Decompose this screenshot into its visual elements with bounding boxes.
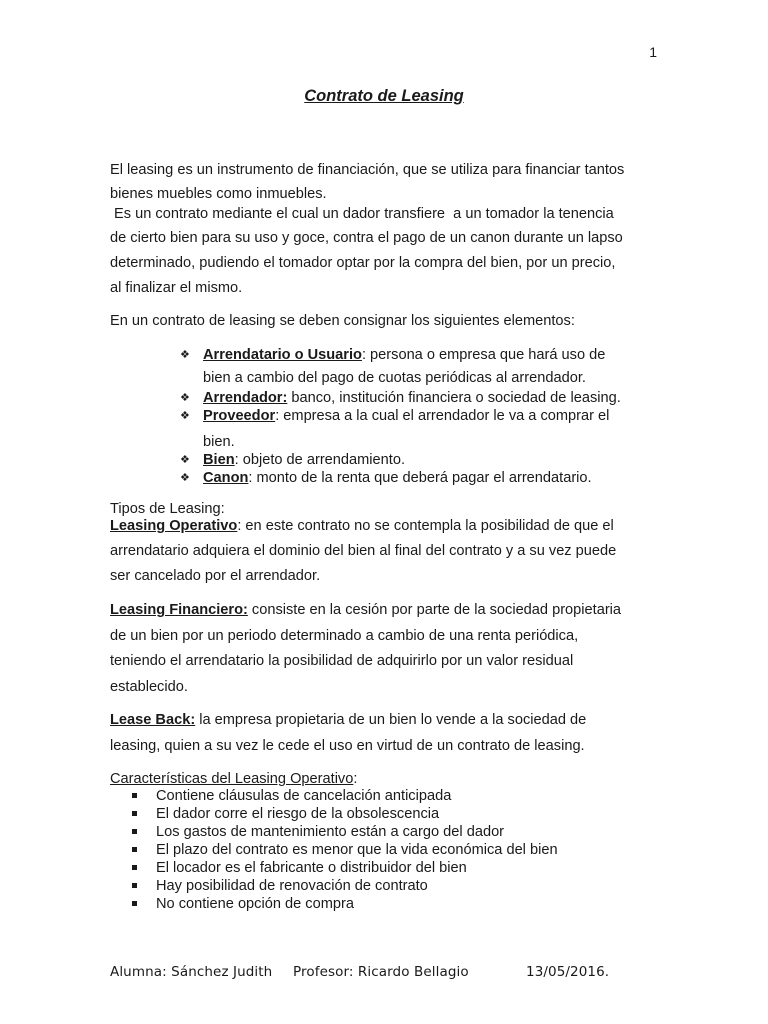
list-item — [180, 469, 650, 487]
diamond-bullet-icon: ❖ — [180, 410, 190, 422]
list-item-text: Hay posibilidad de renovación de contrato — [156, 878, 428, 894]
intro-line: El leasing es un instrumento de financiación, que se utiliza para financiar tantos — [110, 162, 625, 178]
square-bullet-icon — [132, 811, 137, 816]
caracteristicas-list — [130, 787, 558, 913]
text-line — [110, 707, 658, 733]
list-item — [130, 877, 558, 895]
text-line: de un bien por un periodo determinado a cambio de una renta periódica, — [110, 627, 579, 644]
square-bullet-icon — [132, 901, 137, 906]
elements-intro: En un contrato de leasing se deben consignar los siguientes elementos: — [110, 313, 575, 329]
list-item — [130, 787, 558, 805]
lease-back-paragraph — [110, 707, 658, 759]
list-item-text: El locador es el fabricante o distribuidor del bien — [156, 860, 467, 876]
leasing-financiero-term: Leasing Financiero: — [110, 602, 248, 618]
element-desc: : persona o empresa que hará uso de — [361, 347, 606, 363]
list-item-text: No contiene opción de compra — [156, 896, 354, 912]
element-term: Arrendador: — [203, 390, 288, 406]
list-item — [130, 805, 558, 823]
list-item — [130, 859, 558, 877]
element-term: Canon — [203, 470, 249, 486]
square-bullet-icon — [132, 865, 137, 870]
leasing-operativo-term: Leasing Operativo — [110, 518, 238, 534]
leasing-financiero-paragraph — [110, 598, 658, 700]
text-line: establecido. — [110, 678, 188, 695]
element-desc: : monto de la renta que deberá pagar el arrendatario. — [248, 470, 592, 486]
intro-line: Es un contrato mediante el cual un dador transfiere a un tomador la tenencia — [110, 206, 614, 222]
document-title: Contrato de Leasing — [304, 87, 464, 105]
element-term: Arrendatario o Usuario — [203, 347, 362, 363]
list-item — [130, 841, 558, 859]
text-line: leasing, quien a su vez le cede el uso en virtud de un contrato de leasing. — [110, 738, 585, 754]
footer-fecha: 13/05/2016. — [526, 964, 610, 980]
list-item — [180, 407, 650, 433]
footer-alumna: Alumna: Sánchez Judith — [110, 964, 273, 980]
square-bullet-icon — [132, 829, 137, 834]
elements-list — [180, 343, 650, 487]
footer-profesor: Profesor: Ricardo Bellagio — [293, 964, 469, 980]
text-line — [110, 598, 658, 624]
element-term: Bien — [203, 452, 235, 468]
element-desc: : empresa a la cual el arrendador le va a comprar el — [275, 408, 610, 424]
text-line: arrendatario adquiera el dominio del bien al final del contrato y a su vez puede — [110, 543, 617, 559]
intro-paragraph — [110, 158, 658, 300]
text-fragment: : — [353, 771, 358, 787]
square-bullet-icon — [132, 883, 137, 888]
diamond-bullet-icon: ❖ — [180, 349, 190, 361]
list-item — [180, 343, 650, 367]
list-item-continuation — [180, 433, 650, 451]
text-line — [110, 514, 658, 539]
square-bullet-icon — [132, 847, 137, 852]
diamond-bullet-icon: ❖ — [180, 392, 190, 404]
page-number: 1 — [649, 44, 657, 60]
text-fragment: consiste en la cesión por parte de la sociedad propietaria — [247, 602, 622, 618]
list-item — [130, 823, 558, 841]
element-desc: bien. — [203, 434, 235, 450]
diamond-bullet-icon: ❖ — [180, 472, 190, 484]
list-item — [180, 389, 650, 407]
list-item-text: Contiene cláusulas de cancelación anticipada — [156, 788, 452, 804]
list-item-text: El dador corre el riesgo de la obsolescencia — [156, 806, 440, 822]
intro-line: de cierto bien para su uso y goce, contra el pago de un canon durante un lapso — [110, 230, 623, 246]
element-desc: banco, institución financiera o sociedad de leasing. — [287, 390, 621, 406]
text-fragment: : en este contrato no se contempla la posibilidad de que el — [237, 518, 614, 534]
element-term: Proveedor — [203, 408, 276, 424]
text-fragment: la empresa propietaria de un bien lo vende a la sociedad de — [195, 712, 587, 728]
list-item — [130, 895, 558, 913]
list-item-text: El plazo del contrato es menor que la vida económica del bien — [156, 842, 558, 858]
square-bullet-icon — [132, 793, 137, 798]
text-line: teniendo el arrendatario la posibilidad de adquirirlo por un valor residual — [110, 653, 574, 669]
element-desc: bien a cambio del pago de cuotas periódicas al arrendador. — [203, 370, 586, 386]
list-item — [180, 451, 650, 469]
list-item-continuation — [180, 367, 650, 389]
intro-line: determinado, pudiendo el tomador optar por la compra del bien, por un precio, — [110, 255, 616, 271]
intro-line: bienes muebles como inmuebles. — [110, 186, 327, 202]
intro-line: al finalizar el mismo. — [110, 280, 243, 296]
diamond-bullet-icon: ❖ — [180, 454, 190, 466]
element-desc: : objeto de arrendamiento. — [234, 452, 405, 468]
caracteristicas-heading — [110, 770, 658, 788]
lease-back-term: Lease Back: — [110, 712, 196, 728]
leasing-operativo-paragraph — [110, 514, 658, 589]
list-item-text: Los gastos de mantenimiento están a cargo del dador — [156, 824, 505, 840]
tipos-heading: Tipos de Leasing: — [110, 501, 225, 517]
text-line: ser cancelado por el arrendador. — [110, 568, 321, 584]
caracteristicas-title: Características del Leasing Operativo — [110, 771, 354, 787]
